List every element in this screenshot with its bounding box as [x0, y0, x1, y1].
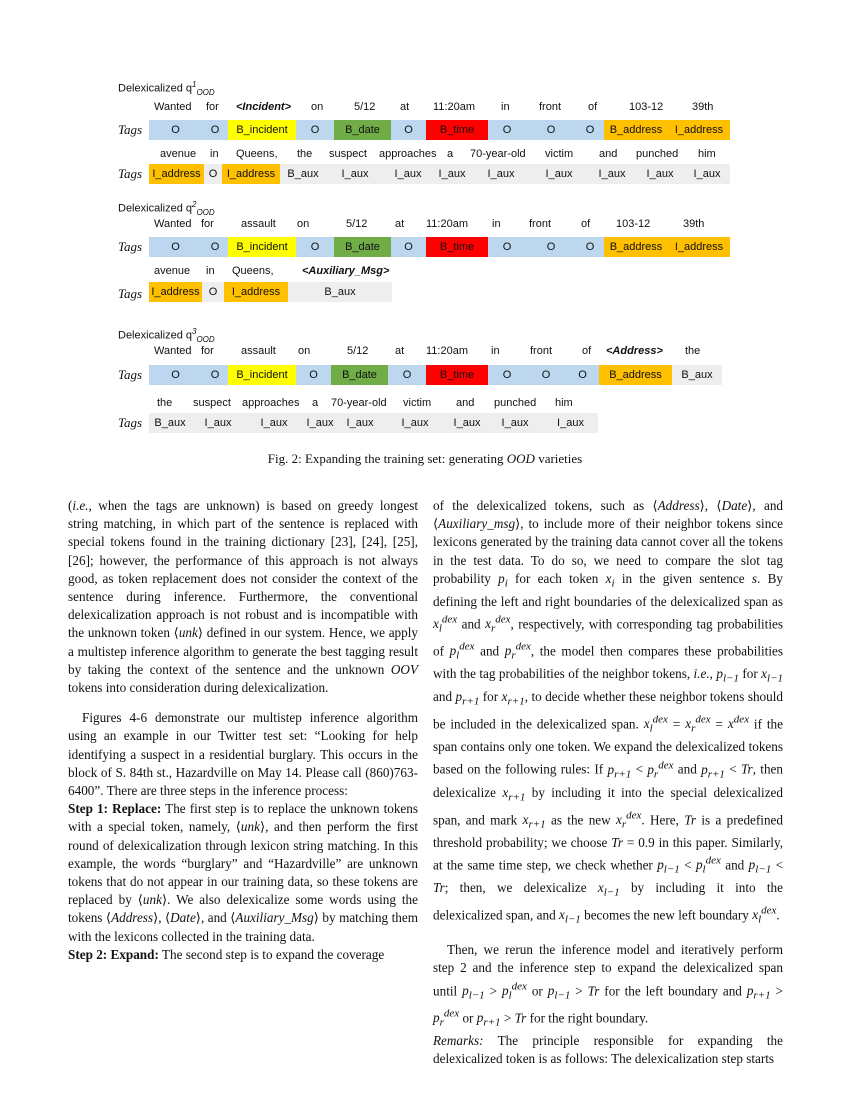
tag-cell: I_address	[222, 164, 280, 184]
block1-title: Delexicalized $q^1_{OOD}$	[118, 80, 215, 97]
word: punched	[494, 397, 537, 409]
word: front	[539, 101, 562, 113]
paragraph-4: Step 2: Expand: The second step is to expand the coverage	[68, 946, 385, 962]
word: and	[456, 397, 475, 409]
word: assault	[241, 218, 276, 230]
word: <Auxiliary_Msg>	[302, 265, 390, 277]
tag-cell: I_aux	[588, 164, 636, 184]
tag-cell: O	[149, 237, 202, 257]
tag-cell: B_address	[599, 365, 672, 385]
right-column	[433, 497, 783, 1069]
figure-2	[0, 0, 850, 480]
tag-cell: B_time	[426, 237, 488, 257]
word: 103-12	[616, 218, 651, 230]
word: of	[581, 218, 591, 230]
word: in	[206, 265, 215, 277]
word: 5/12	[346, 218, 368, 230]
tag-cell: B_aux	[149, 413, 191, 433]
tag-cell: O	[576, 237, 604, 257]
tag-cell: O	[388, 365, 426, 385]
word: Wanted	[154, 345, 192, 357]
tag-cell: B_date	[331, 365, 388, 385]
word: for	[206, 101, 219, 113]
block3-title: Delexicalized $q^3_{OOD}$	[118, 327, 215, 344]
word: on	[311, 101, 324, 113]
word: front	[529, 218, 552, 230]
tag-cell: O	[149, 365, 202, 385]
paragraph-6: Then, we rerun the inference model and iteratively perform step 2 and the inference step to expand the delexicalized span until $p_{l-1} > p_l^{dex}$ or $p_{l-1} > Tr$ for the left boundary and $p_{r+1} > p_r^{dex}$ or $p_{r+1} > Tr$ for the right boundary.	[433, 942, 784, 1029]
word: Queens,	[232, 265, 274, 277]
tag-cell: B_address	[604, 237, 668, 257]
word: for	[201, 345, 214, 357]
tag-cell: O	[202, 365, 228, 385]
tag-cell: I_aux	[543, 413, 598, 433]
tag-cell: I_aux	[530, 164, 588, 184]
word: of	[582, 345, 592, 357]
tags-label: Tags	[118, 166, 143, 181]
tag-cell: O	[204, 164, 222, 184]
tag-cell: I_address	[224, 282, 288, 302]
word: victim	[545, 148, 574, 160]
tag-cell: I_aux	[383, 413, 447, 433]
word: at	[395, 218, 405, 230]
word: victim	[403, 397, 432, 409]
tag-cell: O	[526, 237, 576, 257]
tag-cell: I_aux	[684, 164, 730, 184]
word: in	[501, 101, 510, 113]
tag-cell: I_address	[149, 282, 202, 302]
tag-cell: O	[202, 282, 224, 302]
word: 103-12	[629, 101, 664, 113]
tag-cell: I_aux	[303, 413, 337, 433]
tag-cell: B_incident	[228, 120, 296, 140]
word: on	[298, 345, 311, 357]
tag-cell: B_incident	[228, 237, 296, 257]
tag-cell: O	[149, 120, 202, 140]
word: the	[685, 345, 701, 357]
tag-cell: I_aux	[337, 413, 383, 433]
word: of	[588, 101, 598, 113]
word: 11:20am	[426, 345, 468, 357]
tags-label: Tags	[118, 239, 143, 254]
paragraph-5: of the delexicalized tokens, such as ⟨Address⟩, ⟨Date⟩, and ⟨Auxiliary_msg⟩, to include more of their neighbor tokens since lexicons generated by the training data cannot cover all the tokens in the test data. To do so, we need to compare the slot tag probability $p_i$ for each token $x_i$ in the given sentence s. By defining the left and right boundaries of the delexicalized span as $x_l^{dex}$ and $x_r^{dex}$, respectively, with corresponding tag probabilities of $p_l^{dex}$ and $p_r^{dex}$, the model then compares these probabilities with the tag probabilities of the neighbor tokens, i.e., $p_{l-1}$ for $x_{l-1}$ and $p_{r+1}$ for $x_{r+1}$, to decide whether these neighbor tokens should be included in the delexicalized span. $x_l^{dex} = x_r^{dex} = x^{dex}$ if the span contains only one token. We expand the delexicalized tokens based on the following rules: If $p_{r+1} < p_r^{dex}$ and $p_{r+1} < Tr$, then delexicalize $x_{r+1}$ by including it into the special delexicalized span, and mark $x_{r+1}$ as the new $x_r^{dex}$. Here, Tr is a predefined threshold probability; we choose Tr = 0.9 in this paper. Similarly, at the same time step, we check whether $p_{l-1} < p_l^{dex}$ and $p_{l-1} < Tr$; then, we delexicalize $x_{l-1}$ by including it into the delexicalized span, and $x_{l-1}$ becomes the new left boundary $x_l^{dex}$.	[433, 498, 784, 927]
word: avenue	[160, 148, 197, 160]
word: in	[210, 148, 219, 160]
tag-cell: B_time	[426, 120, 488, 140]
tag-cell: I_address	[668, 120, 730, 140]
word: a	[447, 148, 454, 160]
tag-cell: I_aux	[636, 164, 684, 184]
word: Queens,	[236, 148, 278, 160]
tag-cell: O	[488, 365, 526, 385]
word: him	[698, 148, 716, 160]
word: 5/12	[347, 345, 369, 357]
word: for	[201, 218, 214, 230]
word: a	[312, 397, 319, 409]
tag-cell: O	[576, 120, 604, 140]
tag-cell: B_aux	[288, 282, 392, 302]
tag-cell: B_incident	[228, 365, 296, 385]
paragraph-7: Remarks: The principle responsible for expanding the delexicalized token is as follows: The delexicalization step starts	[433, 1033, 783, 1067]
left-column	[68, 497, 418, 964]
tag-cell: I_aux	[191, 413, 245, 433]
tag-cell: B_address	[604, 120, 668, 140]
word: Wanted	[154, 101, 192, 113]
paragraph-3: Step 1: Replace: The first step is to replace the unknown tokens with a special token, namely, ⟨unk⟩, and then perform the first round of delexicalization through lexicon string matching. In this example, the words “burglary” and “Hazardville” are unknown tokens that do not appear in our training data, so these tokens are replaced by ⟨unk⟩. We also delexicalize some words using the tokens ⟨Address⟩, ⟨Date⟩, and ⟨Auxiliary_Msg⟩ by matching them with the lexicons collected in the training data.	[68, 801, 418, 944]
tag-cell: B_date	[334, 120, 391, 140]
tag-cell: I_aux	[326, 164, 384, 184]
tag-cell: O	[488, 120, 526, 140]
word: 39th	[683, 218, 705, 230]
word: punched	[636, 148, 679, 160]
word: at	[400, 101, 410, 113]
tag-cell: B_aux	[280, 164, 326, 184]
word: 39th	[692, 101, 714, 113]
word: assault	[241, 345, 276, 357]
tag-cell: O	[202, 120, 228, 140]
word: 11:20am	[433, 101, 475, 113]
tags-label: Tags	[118, 286, 143, 301]
tag-cell: I_aux	[447, 413, 487, 433]
word: <Address>	[606, 345, 663, 357]
word: suspect	[193, 397, 231, 409]
figure-caption: Fig. 2: Expanding the training set: generating OOD varieties	[267, 451, 583, 466]
word: <Incident>	[236, 101, 292, 113]
tags-label: Tags	[118, 415, 143, 430]
tag-cell: I_aux	[432, 164, 472, 184]
word: 70-year-old	[470, 148, 526, 160]
word: suspect	[329, 148, 367, 160]
word: 11:20am	[426, 218, 468, 230]
tag-cell: B_date	[334, 237, 391, 257]
word: 5/12	[354, 101, 376, 113]
tag-cell: I_address	[149, 164, 204, 184]
tag-cell: I_address	[668, 237, 730, 257]
tag-cell: O	[202, 237, 228, 257]
tag-cell: I_aux	[472, 164, 530, 184]
tag-cell: O	[296, 365, 331, 385]
tag-cell: I_aux	[245, 413, 303, 433]
tag-cell: O	[526, 365, 566, 385]
word: at	[395, 345, 405, 357]
tag-cell: B_aux	[672, 365, 722, 385]
tag-cell: O	[296, 120, 334, 140]
word: front	[530, 345, 553, 357]
word: on	[297, 218, 310, 230]
word: approaches	[379, 148, 437, 160]
word: in	[492, 218, 501, 230]
tags-label: Tags	[118, 122, 143, 137]
word: and	[599, 148, 618, 160]
word: him	[555, 397, 573, 409]
word: 70-year-old	[331, 397, 387, 409]
tag-cell: O	[566, 365, 599, 385]
word: Wanted	[154, 218, 192, 230]
tag-cell: O	[488, 237, 526, 257]
tag-cell: I_aux	[487, 413, 543, 433]
tag-cell: O	[296, 237, 334, 257]
tags-label: Tags	[118, 367, 143, 382]
paragraph-2: Figures 4-6 demonstrate our multistep inference algorithm using an example in our Twitter test set: “Looking for help identifying a suspect in a residential burglary. This occurs in the block of S. 84th st., Hazardville on May 14. Please call (860)763-6400”. There are three steps in the inference process:	[68, 710, 418, 799]
word: the	[157, 397, 173, 409]
word: approaches	[242, 397, 300, 409]
paragraph-1: (i.e., when the tags are unknown) is based on greedy longest string matching, in which part of the sentence is replaced with special tokens found in the training dictionary [23], [24], [25], [26]; however, the performance of this approach is not always good, as token replacement does not consider the context of the sentence during inference. Furthermore, the conventional delexicalization approach is not robust and is incompatible with the unknown token ⟨unk⟩ defined in our system. Hence, we apply a multistep inference algorithm to generate the best tagging result by taking the context of the sentence and the unknown OOV tokens into consideration during delexicalization.	[68, 498, 419, 696]
tag-cell: O	[391, 120, 426, 140]
word: the	[297, 148, 313, 160]
word: avenue	[154, 265, 191, 277]
tag-cell: O	[391, 237, 426, 257]
tag-cell: I_aux	[384, 164, 432, 184]
block2-title: Delexicalized $q^2_{OOD}$	[118, 200, 215, 217]
tag-cell: B_time	[426, 365, 488, 385]
tag-cell: O	[526, 120, 576, 140]
word: in	[491, 345, 500, 357]
